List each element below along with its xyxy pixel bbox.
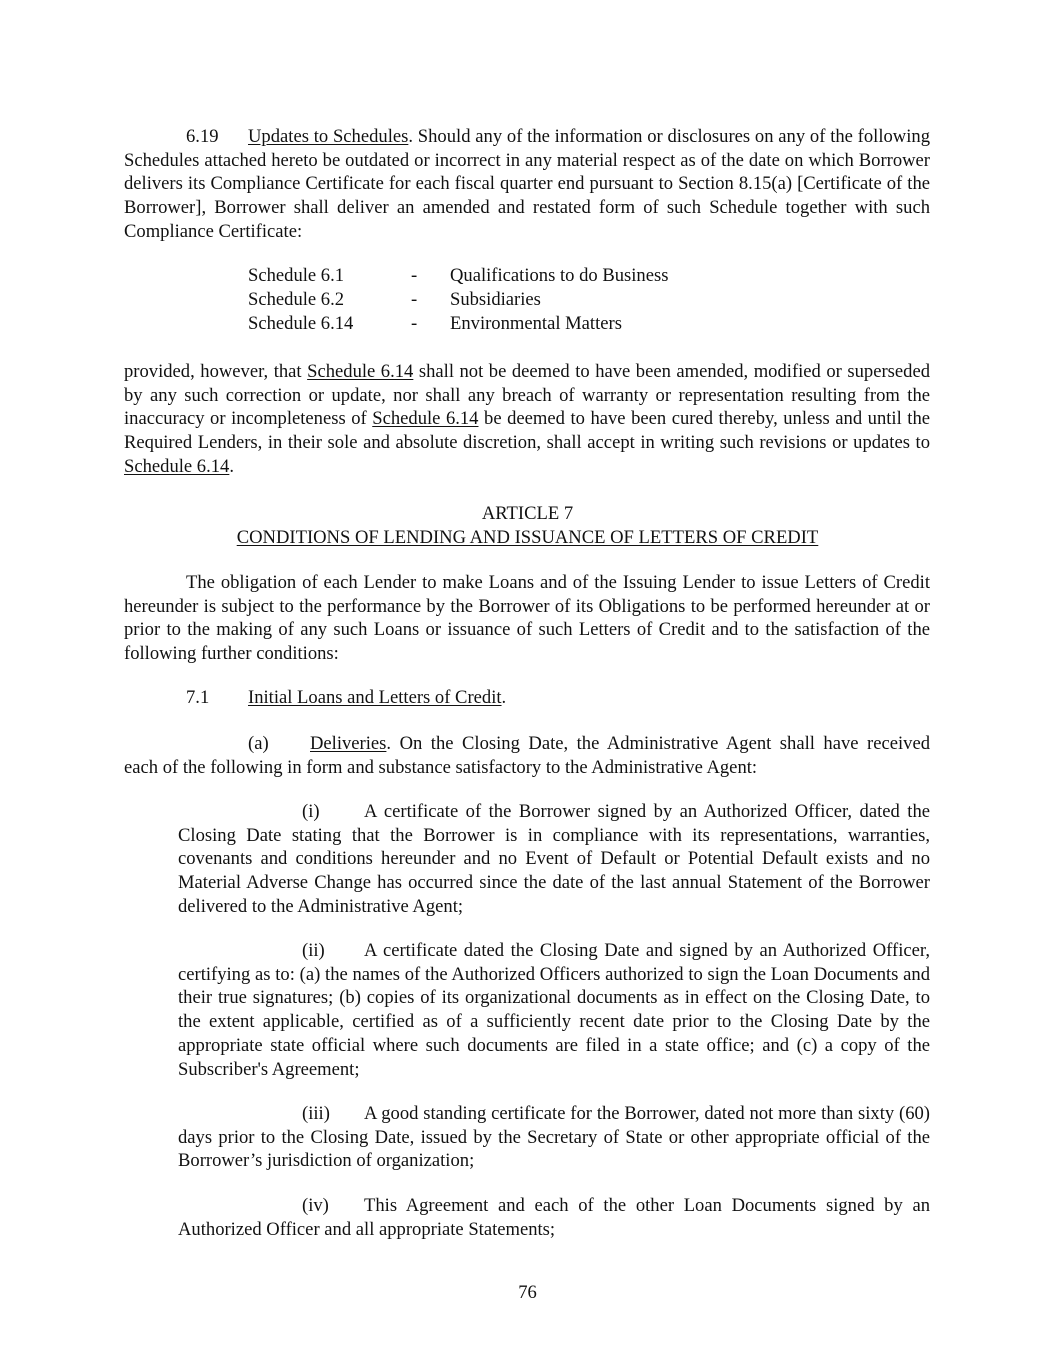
schedule-reference: Schedule 6.14 [372,408,479,430]
article-number: ARTICLE 7 [481,503,574,524]
schedule-title: Environmental Matters [450,313,622,334]
item-number: (ii) [302,940,325,961]
section-heading-end: . [501,687,507,708]
proviso-text: . [229,455,234,477]
section-number: 6.19 [186,126,219,147]
item-text: This Agreement and each of the other Loan Documents signed by an Authorized Officer and all appropriate Statements; [178,1195,930,1240]
item-text: A good standing certificate for the Borrower, dated not more than sixty (60) days prior to the Closing Date, issued by the Secretary of State or other appropriate official of the Borrower’s jurisdiction of organization; [178,1103,930,1172]
subsection-heading: Deliveries [310,733,387,754]
proviso [124,360,930,479]
delivery-item-iv [178,1194,930,1241]
schedule-title: Subsidiaries [450,289,541,310]
section-heading: Initial Loans and Letters of Credit [248,687,502,708]
intro-text: The obligation of each Lender to make Loans and of the Issuing Lender to issue Letters of Credit hereunder is subject to the performance by the Borrower of its Obligations to be performed hereunder at or prior to the making of any such Loans or issuance of such Letters of Credit and to the satisfaction of the following further conditions: [124,572,930,665]
proviso-text: be deemed to have been cured thereby, unless and until the Required Lenders, in their sole and absolute discretion, shall accept in writing such revisions or updates to [124,408,930,454]
item-number: (i) [302,801,320,822]
schedule-dash: - [411,265,418,286]
schedule-title: Qualifications to do Business [450,265,669,286]
intro-paragraph [124,571,930,666]
section-7-1 [124,686,930,710]
schedule-dash: - [411,313,418,334]
schedule-id: Schedule 6.1 [248,265,345,286]
delivery-item-i [178,800,930,919]
page-number: 76 [518,1282,537,1303]
delivery-item-paragraph [178,800,930,919]
schedule-id: Schedule 6.2 [248,289,345,310]
proviso-paragraph [124,360,930,479]
schedule-dash: - [411,289,418,310]
item-text: A certificate of the Borrower signed by an Authorized Officer, dated the Closing Date stating that the Borrower is in compliance with its representations, warranties, covenants and conditions hereunder and no Event of Default or Potential Default exists and no Material Adverse Change has occurred since the date of the last annual Statement of the Borrower delivered to the Administrative Agent; [178,801,930,917]
subsection-a-paragraph [124,732,930,779]
section-number: 7.1 [186,687,210,708]
subsection-a [124,732,930,779]
item-number: (iii) [302,1103,330,1124]
section-6-19 [124,125,930,244]
section-heading: Updates to Schedules [248,126,409,147]
delivery-item-paragraph [178,1194,930,1241]
section-text: . Should any of the information or disclosures on any of the following Schedules attached hereto be outdated or incorrect in any material respect as of the date on which Borrower delivers its Compliance Certificate for each fiscal quarter end pursuant to Section 8.15(a) [Certificate of the Borrower], Borrower shall deliver an amended and restated form of such Schedule together with such Compliance Certificate: [124,126,930,242]
proviso-text: shall not be deemed to have been amended, modified or superseded by any such correction or update, nor shall any breach of warranty or representation resulting from the inaccuracy or incompleteness of [124,361,930,430]
item-text: A certificate dated the Closing Date and signed by an Authorized Officer, certifying as to: (a) the names of the Authorized Officers authorized to sign the Loan Documents and their true signatures; (b) copies of its organizational documents as in effect on the Closing Date, to the extent applicable, certified as of a sufficiently recent date prior to the Closing Date by the appropriate state official where such documents are filed in a state office; and (c) a copy of the Subscriber's Agreement; [178,940,930,1080]
article-title-text: CONDITIONS OF LENDING AND ISSUANCE OF LETTERS OF CREDIT [236,527,819,548]
schedule-reference: Schedule 6.14 [124,455,230,477]
proviso-text: provided, however, that [124,361,308,382]
schedule-reference: Schedule 6.14 [307,361,414,382]
delivery-item-iii [178,1102,930,1173]
delivery-item-ii [178,939,930,1081]
subsection-number: (a) [248,733,269,754]
delivery-item-paragraph [178,939,930,1081]
article-title [0,526,1055,550]
schedule-id: Schedule 6.14 [248,313,354,334]
delivery-item-paragraph [178,1102,930,1173]
section-7-1-heading-line [124,686,930,710]
article-intro [124,571,930,666]
item-number: (iv) [302,1195,329,1216]
subsection-text: . On the Closing Date, the Administrative Agent shall have received each of the following in form and substance satisfactory to the Administrative Agent: [124,733,930,778]
section-6-19-paragraph [124,125,930,244]
